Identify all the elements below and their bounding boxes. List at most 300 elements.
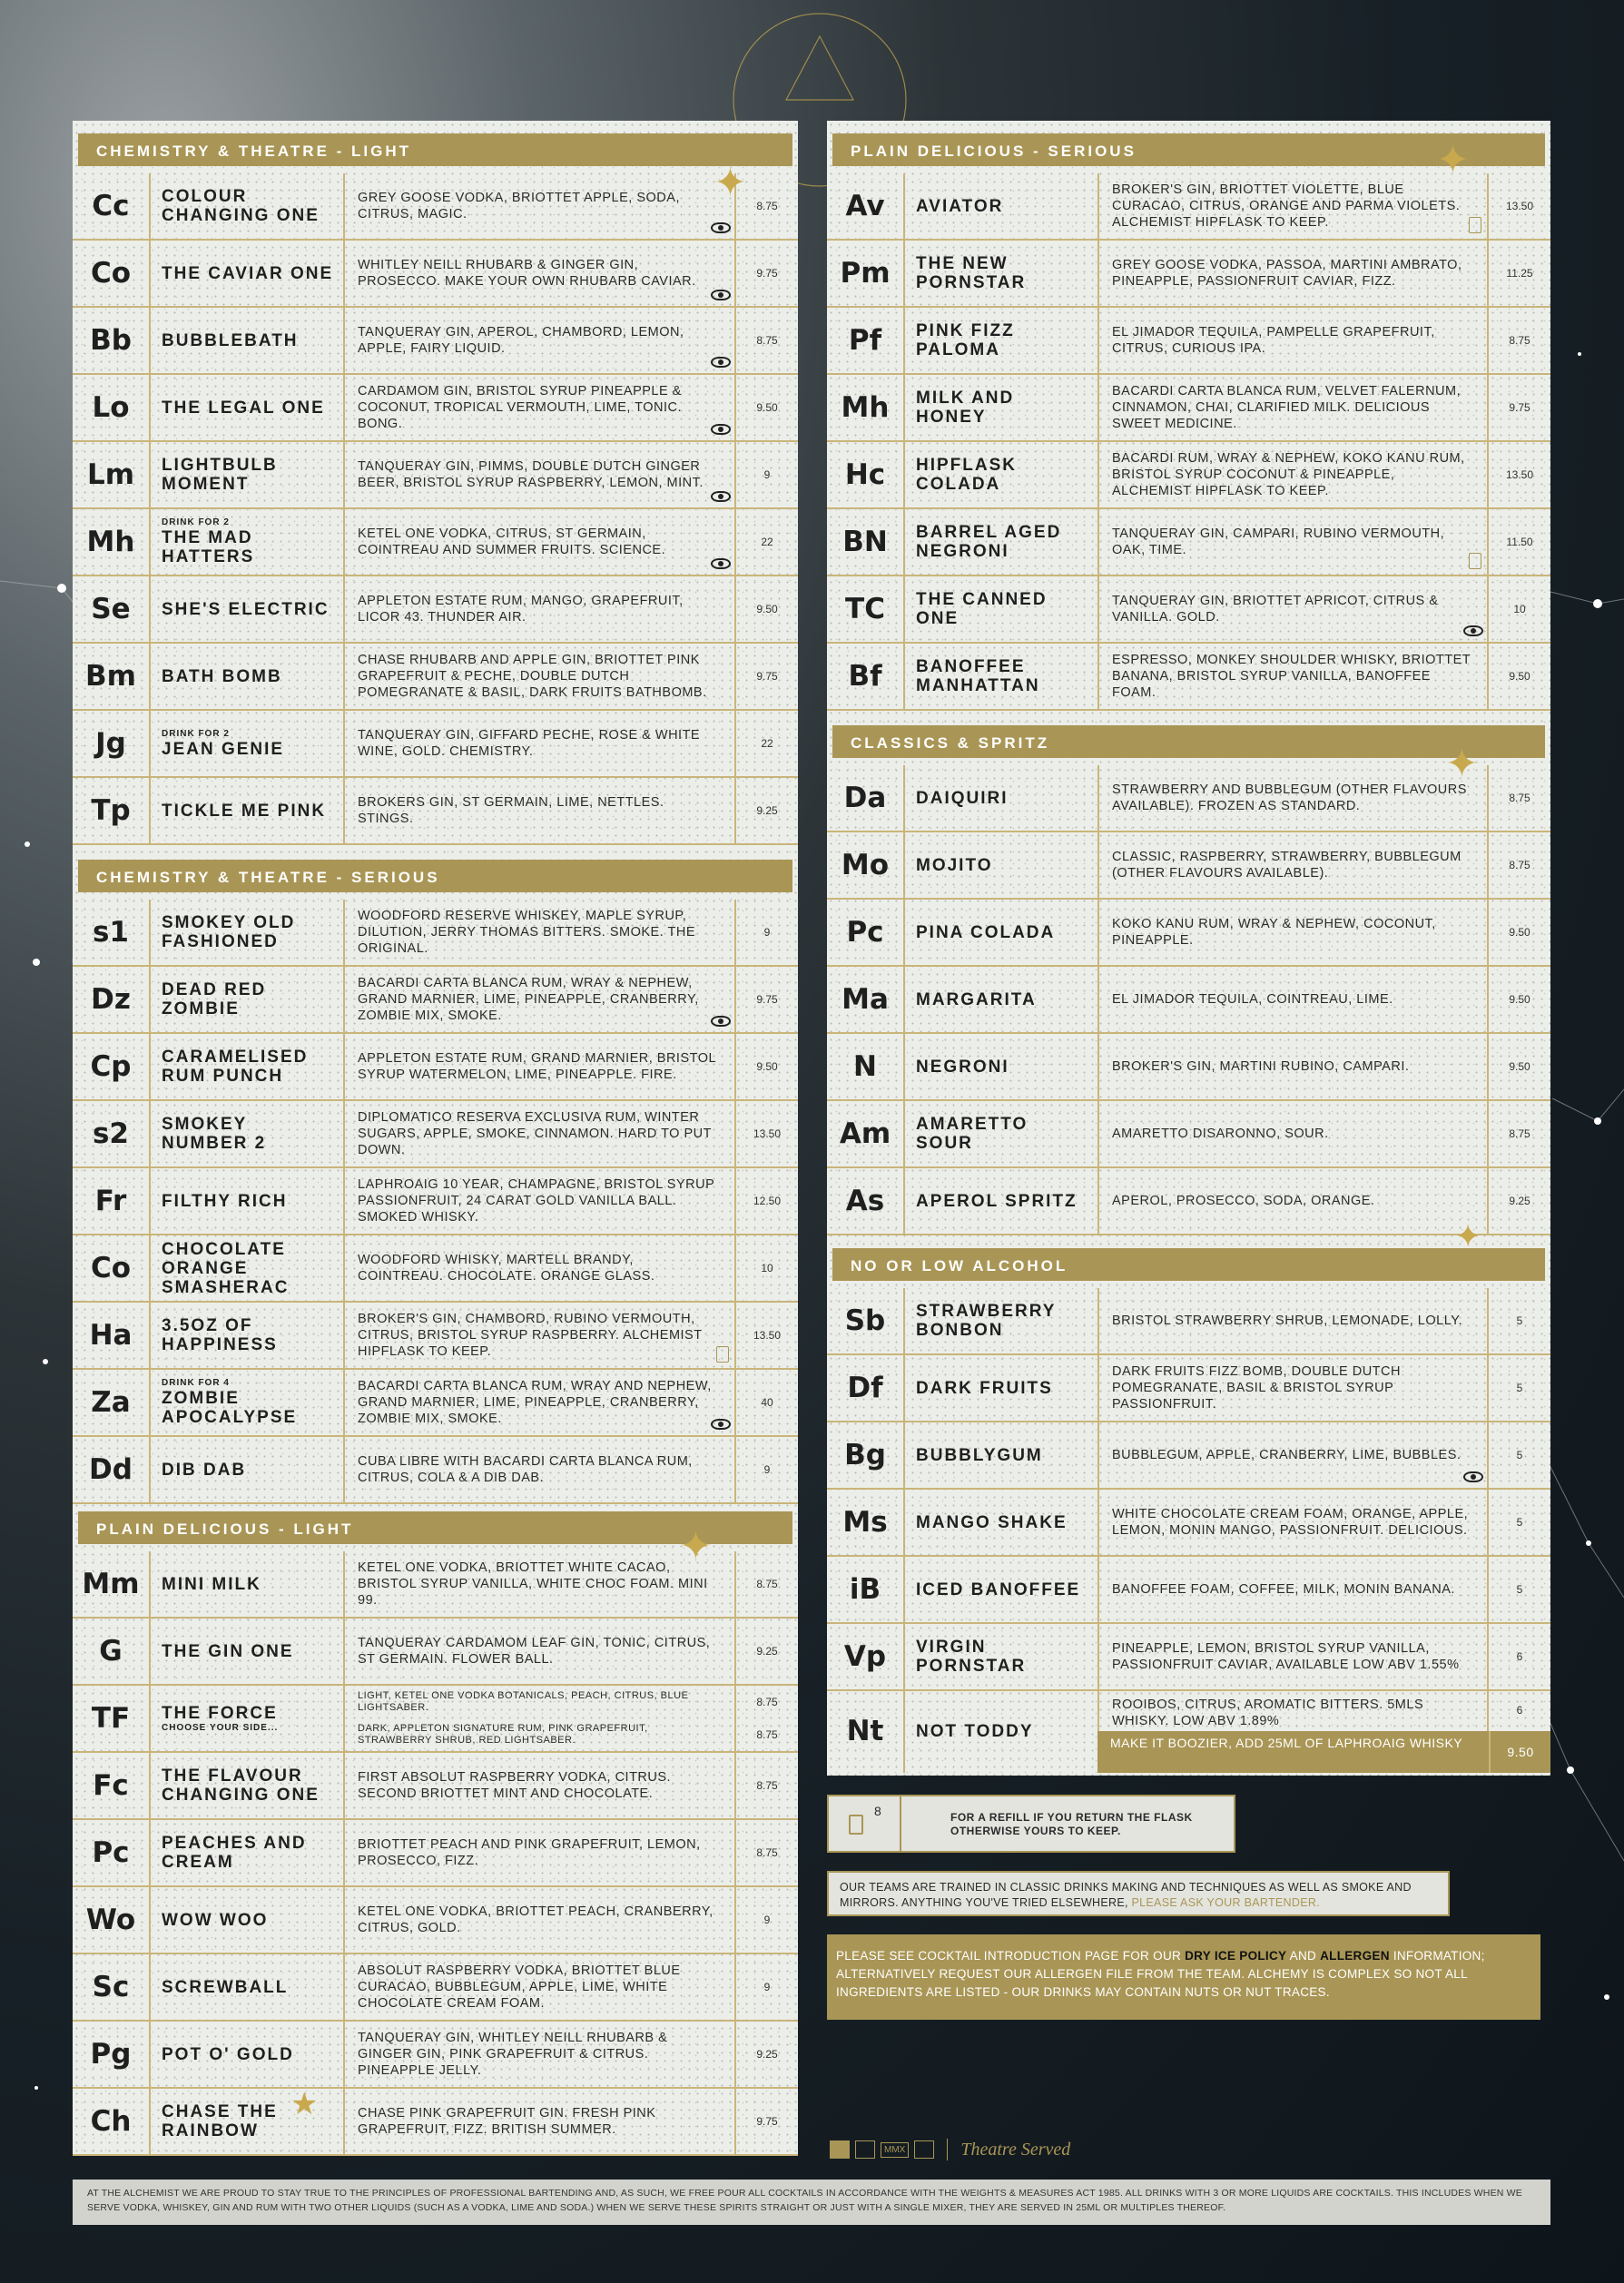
- item-symbol: Co: [73, 1235, 151, 1301]
- item-description: [343, 1753, 736, 1818]
- item-name: [162, 1370, 334, 1435]
- item-symbol: Am: [827, 1101, 905, 1166]
- item-price: 5: [1516, 1449, 1523, 1461]
- item-name: [162, 1303, 334, 1368]
- item-name-text: AMARETTO SOUR: [916, 1115, 1029, 1153]
- item-price: 9: [763, 926, 771, 939]
- item-description: [343, 1619, 736, 1684]
- item-price: 13.50: [753, 1329, 782, 1342]
- item-name-text: ICED BANOFFEE: [916, 1579, 1081, 1599]
- item-description: [343, 711, 736, 776]
- item-name: [162, 1887, 334, 1953]
- item-symbol: s1: [73, 900, 151, 965]
- item-name-text: BATH BOMB: [162, 666, 282, 686]
- menu-item-lightbulb-moment: [73, 442, 798, 509]
- menu-item-3-5oz-of-happiness: [73, 1303, 798, 1370]
- item-name: [916, 509, 1088, 575]
- item-price: 5: [1516, 1516, 1523, 1529]
- theatre-served-text: Theatre Served: [960, 2139, 1071, 2160]
- flask-logo-icon: [914, 2140, 934, 2159]
- item-symbol: Lo: [73, 375, 151, 440]
- menu-item-negroni: [827, 1034, 1550, 1101]
- item-name: [916, 832, 1088, 898]
- item-description: [343, 1551, 736, 1617]
- item-symbol: Ch: [73, 2089, 151, 2154]
- item-symbol: G: [73, 1619, 151, 1684]
- item-symbol: Sc: [73, 1954, 151, 2020]
- item-symbol: Sb: [827, 1288, 905, 1353]
- item-name: [162, 173, 334, 239]
- item-description: [1097, 509, 1489, 575]
- item-name-text: COLOUR CHANGING ONE: [162, 187, 320, 225]
- item-name-text: LIGHTBULB MOMENT: [162, 456, 278, 494]
- item-name-text: THE CANNED ONE: [916, 590, 1048, 628]
- menu-item-the-legal-one: [73, 375, 798, 442]
- item-price: 9: [763, 1981, 771, 1993]
- item-name: [162, 576, 334, 642]
- item-symbol: Mh: [73, 509, 151, 575]
- logo-divider: [947, 2139, 948, 2160]
- dry-ice-policy-text: DRY ICE POLICY: [1185, 1949, 1287, 1963]
- item-name: [916, 442, 1088, 507]
- item-description-text: BACARDI CARTA BLANCA RUM, WRAY AND NEPHEW, GRAND MARNIER, LIME, PINEAPPLE, CRANBERRY, ZOMBIE MIX, SMOKE.: [358, 1379, 712, 1426]
- item-description-text: WHITLEY NEILL RHUBARB & GINGER GIN, PROSECCO. MAKE YOUR OWN RHUBARB CAVIAR.: [358, 258, 696, 289]
- item-price: 5: [1516, 1314, 1523, 1327]
- item-description: [343, 2089, 736, 2154]
- item-symbol: Lm: [73, 442, 151, 507]
- item-price: 8.75: [756, 200, 778, 212]
- item-price: 11.50: [1506, 536, 1533, 548]
- policy-note: [827, 1934, 1540, 2020]
- refill-note: [827, 1795, 1235, 1853]
- item-name: [916, 241, 1088, 306]
- item-name: [162, 1168, 334, 1234]
- menu-item-colour-changing-one: [73, 173, 798, 241]
- item-price: 8.75: [1509, 1127, 1530, 1140]
- item-name: [916, 1422, 1088, 1488]
- brand-logos: [830, 2135, 1102, 2164]
- item-description: [343, 509, 736, 575]
- item-symbol: Cp: [73, 1034, 151, 1099]
- item-name-text: THE MAD HATTERS: [162, 528, 255, 566]
- allergen-text: ALLERGEN: [1320, 1949, 1390, 1963]
- item-symbol: Bf: [827, 644, 905, 709]
- menu-item-bubblebath: [73, 308, 798, 375]
- item-description-text: TANQUERAY GIN, PIMMS, DOUBLE DUTCH GINGER BEER, BRISTOL SYRUP RASPBERRY, LEMON, MINT.: [358, 459, 704, 490]
- item-name: [916, 1490, 1088, 1555]
- item-price: 9.25: [1509, 1195, 1530, 1207]
- item-name-text: SMOKEY OLD FASHIONED: [162, 913, 296, 951]
- item-price: 8.75: [1509, 792, 1530, 804]
- item-description-text: DARK FRUITS FIZZ BOMB, DOUBLE DUTCH POMEGRANATE, BASIL & BRISTOL SYRUP PASSIONFRUIT.: [1112, 1364, 1401, 1412]
- menu-item-bath-bomb: [73, 644, 798, 711]
- item-name: [162, 375, 334, 440]
- item-name-text: MINI MILK: [162, 1574, 261, 1594]
- item-description-text: CHASE PINK GRAPEFRUIT GIN. FRESH PINK GRAPEFRUIT, FIZZ. BRITISH SUMMER.: [358, 2106, 656, 2137]
- dry-ice-eye-icon: [711, 1016, 731, 1027]
- item-name-text: BANOFFEE MANHATTAN: [916, 657, 1040, 695]
- item-name-text: THE CAVIAR ONE: [162, 263, 334, 283]
- menu-item-the-flavour-changing-one: [73, 1753, 798, 1820]
- section-header-chemistry-theatre-serious: CHEMISTRY & THEATRE - SERIOUS: [78, 860, 792, 892]
- item-name-text: WOW WOO: [162, 1910, 269, 1930]
- item-price: 5: [1516, 1583, 1523, 1596]
- item-name-text: PEACHES AND CREAM: [162, 1834, 307, 1872]
- item-symbol: N: [827, 1034, 905, 1099]
- item-description: [1097, 1034, 1489, 1099]
- item-description-text: AMARETTO DISARONNO, SOUR.: [1112, 1127, 1329, 1141]
- item-description: [1097, 576, 1489, 642]
- item-description: [343, 442, 736, 507]
- item-name: [162, 241, 334, 306]
- item-description-text: DIPLOMATICO RESERVA EXCLUSIVA RUM, WINTER SUGARS, APPLE, SMOKE, CINNAMON. HARD TO PUT DOWN.: [358, 1110, 712, 1157]
- menu-item-pina-colada: [827, 900, 1550, 967]
- item-description: [343, 1820, 736, 1885]
- item-description: [1097, 765, 1489, 831]
- item-name: [162, 1437, 334, 1502]
- item-price: 9: [763, 1914, 771, 1926]
- item-description: [1097, 1557, 1489, 1622]
- dry-ice-eye-icon: [1463, 625, 1483, 636]
- item-name-text: AVIATOR: [916, 196, 1004, 216]
- gold-star-icon: ✦: [1454, 1217, 1482, 1255]
- item-name: [916, 1355, 1088, 1421]
- item-description: [343, 967, 736, 1032]
- item-description-text: CARDAMOM GIN, BRISTOL SYRUP PINEAPPLE & COCONUT, TROPICAL VERMOUTH, LIME, TONIC. BONG.: [358, 384, 683, 431]
- item-price: 9.50: [1509, 1060, 1530, 1073]
- item-price: 40: [761, 1396, 773, 1409]
- item-name-text: SHE'S ELECTRIC: [162, 599, 330, 619]
- item-price: 8.75: [756, 1578, 778, 1590]
- item-symbol: Av: [827, 173, 905, 239]
- item-description: [1097, 173, 1489, 239]
- menu-item-the-mad-hatters: [73, 509, 798, 576]
- item-symbol: Dd: [73, 1437, 151, 1502]
- item-symbol: Pf: [827, 308, 905, 373]
- item-description-text: CHASE RHUBARB AND APPLE GIN, BRIOTTET PINK GRAPEFRUIT & PECHE, DOUBLE DUTCH POMEGRANATE & BASIL, DARK FRUITS BATHBOMB.: [358, 653, 707, 700]
- item-description-text: BACARDI CARTA BLANCA RUM, VELVET FALERNUM, CINNAMON, CHAI, CLARIFIED MILK. DELICIOUS SWEET MEDICINE.: [1112, 384, 1462, 431]
- item-description-text: ESPRESSO, MONKEY SHOULDER WHISKY, BRIOTTET BANANA, BRISTOL SYRUP VANILLA, BANOFFEE FOAM.: [1112, 653, 1471, 700]
- item-description-text: KOKO KANU RUM, WRAY & NEPHEW, COCONUT, PINEAPPLE.: [1112, 917, 1436, 948]
- item-description-text: APPLETON ESTATE RUM, GRAND MARNIER, BRISTOL SYRUP WATERMELON, LIME, PINEAPPLE. FIRE.: [358, 1051, 716, 1082]
- item-symbol: Mo: [827, 832, 905, 898]
- item-symbol: Ms: [827, 1490, 905, 1555]
- section-header-classics-spritz: CLASSICS & SPRITZ: [832, 725, 1545, 758]
- item-symbol: Jg: [73, 711, 151, 776]
- dry-ice-eye-icon: [711, 222, 731, 233]
- refill-text: FOR A REFILL IF YOU RETURN THE FLASK OTHERWISE YOURS TO KEEP.: [950, 1811, 1193, 1837]
- item-description-text: APEROL, PROSECCO, SODA, ORANGE.: [1112, 1194, 1375, 1208]
- hipflask-icon: [1469, 553, 1481, 569]
- item-name-text: POT O' GOLD: [162, 2044, 294, 2064]
- item-description-text: EL JIMADOR TEQUILA, PAMPELLE GRAPEFRUIT, CITRUS, CURIOUS IPA.: [1112, 325, 1435, 356]
- item-price: 9.75: [756, 2115, 778, 2128]
- item-description: [343, 1370, 736, 1435]
- item-description-text: BRIOTTET PEACH AND PINK GRAPEFRUIT, LEMON, PROSECCO, FIZZ.: [358, 1837, 701, 1868]
- item-description-text: GREY GOOSE VODKA, BRIOTTET APPLE, SODA, CITRUS, MAGIC.: [358, 191, 680, 221]
- item-name-text: JEAN GENIE: [162, 739, 285, 759]
- item-name: [162, 1101, 334, 1166]
- item-name: [916, 1168, 1088, 1234]
- menu-item-amaretto-sour: [827, 1101, 1550, 1168]
- menu-item-mojito: [827, 832, 1550, 900]
- item-description-text: BROKER'S GIN, MARTINI RUBINO, CAMPARI.: [1112, 1059, 1410, 1074]
- item-name-text: CARAMELISED RUM PUNCH: [162, 1048, 309, 1086]
- item-description-text: BROKER'S GIN, CHAMBORD, RUBINO VERMOUTH, CITRUS, BRISTOL SYRUP RASPBERRY. ALCHEMIST HIPFLASK TO KEEP.: [358, 1312, 703, 1359]
- item-symbol: Se: [73, 576, 151, 642]
- item-description: [343, 1235, 736, 1301]
- dry-ice-eye-icon: [711, 558, 731, 569]
- item-symbol: s2: [73, 1101, 151, 1166]
- item-name: [162, 967, 334, 1032]
- item-price: 10: [761, 1262, 773, 1274]
- menu-item-the-new-pornstar: [827, 241, 1550, 308]
- item-name-text: VIRGIN PORNSTAR: [916, 1638, 1027, 1676]
- item-description: [343, 1303, 736, 1368]
- item-price: 13.50: [1505, 200, 1534, 212]
- menu-item-pot-o-gold: [73, 2022, 798, 2089]
- item-name-text: NEGRONI: [916, 1057, 1009, 1077]
- item-name: [162, 1034, 334, 1099]
- item-description: [343, 644, 736, 709]
- item-price: 9.50: [756, 401, 778, 414]
- footer-disclaimer: AT THE ALCHEMIST WE ARE PROUD TO STAY TRUE TO THE PRINCIPLES OF PROFESSIONAL BARTENDING AND, AS SUCH, WE FREE POUR ALL COCKTAILS IN ACCORDANCE WITH THE WEIGHTS & MEASURES ACT 1985. ALL DRINKS WITH 3 OR MORE LIQUIDS ARE COCKTAILS. THIS INCLUDES WHEN WE SERVE VODKA, WHISKEY, GIN AND RUM WITH TWO OTHER LIQUIDS (SUCH AS A VODKA, LIME AND SODA.) WHEN WE SERVE THESE SPIRITS STRAIGHT OR JUST WITH A SINGLE MIXER, THEY ARE SERVED IN 25ML OR MULTIPLES THEREOF.: [73, 2180, 1550, 2225]
- item-description-text: PINEAPPLE, LEMON, BRISTOL SYRUP VANILLA, PASSIONFRUIT CAVIAR, AVAILABLE LOW ABV 1.55%: [1112, 1641, 1460, 1672]
- item-price: 13.50: [1505, 468, 1534, 481]
- menu-item-bubblygum: [827, 1422, 1550, 1490]
- item-price: 9.75: [756, 267, 778, 280]
- item-description-text: BUBBLEGUM, APPLE, CRANBERRY, LIME, BUBBLES.: [1112, 1448, 1462, 1462]
- item-name: [162, 442, 334, 507]
- item-name: [162, 1235, 334, 1301]
- hipflask-icon: [716, 1346, 729, 1363]
- item-name: [916, 765, 1088, 831]
- menu-item-strawberry-bonbon: [827, 1288, 1550, 1355]
- item-description: [1097, 644, 1489, 709]
- menu-item-mango-shake: [827, 1490, 1550, 1557]
- force-light-price: 8.75: [756, 1696, 778, 1708]
- item-name: [916, 576, 1088, 642]
- item-symbol: Bm: [73, 644, 151, 709]
- item-symbol: Nt: [827, 1689, 905, 1773]
- menu-item-hipflask-colada: [827, 442, 1550, 509]
- item-price: 12.50: [753, 1195, 782, 1207]
- triangle-logo-icon: [855, 2140, 875, 2159]
- item-name: [162, 1619, 334, 1684]
- item-symbol: Vp: [827, 1624, 905, 1689]
- item-symbol: Dz: [73, 967, 151, 1032]
- left-menu-column: [73, 121, 798, 2154]
- item-price: 9.50: [756, 1060, 778, 1073]
- menu-item-milk-and-honey: [827, 375, 1550, 442]
- gold-star-icon: ✦: [1436, 138, 1470, 182]
- item-description-text: APPLETON ESTATE RUM, MANGO, GRAPEFRUIT, LICOR 43. THUNDER AIR.: [358, 594, 684, 625]
- item-description-text: KETEL ONE VODKA, CITRUS, ST GERMAIN, COINTREAU AND SUMMER FRUITS. SCIENCE.: [358, 526, 666, 557]
- item-name-text: 3.5OZ OF HAPPINESS: [162, 1316, 278, 1354]
- item-description: [343, 778, 736, 843]
- item-description: [1097, 1168, 1489, 1234]
- item-price: 9.75: [1509, 401, 1530, 414]
- item-name-text: DARK FRUITS: [916, 1378, 1053, 1398]
- menu-item-the-gin-one: [73, 1619, 798, 1686]
- item-price: 10: [1513, 603, 1526, 615]
- item-price: 9.50: [1509, 670, 1530, 683]
- item-symbol: Fc: [73, 1753, 151, 1818]
- gold-star-icon: ✦: [679, 1524, 713, 1569]
- item-description: [343, 1686, 736, 1751]
- item-symbol: Bg: [827, 1422, 905, 1488]
- item-name-text: BARREL AGED NEGRONI: [916, 523, 1062, 561]
- menu-item-margarita: [827, 967, 1550, 1034]
- item-name-text: DEAD RED ZOMBIE: [162, 980, 267, 1018]
- menu-item-iced-banoffee: [827, 1557, 1550, 1624]
- item-symbol: Pm: [827, 241, 905, 306]
- item-price: 9.25: [756, 1645, 778, 1658]
- item-price: 9.50: [1509, 993, 1530, 1006]
- item-name: [162, 308, 334, 373]
- menu-item-the-caviar-one: [73, 241, 798, 308]
- item-description: [1097, 442, 1489, 507]
- menu-item-tickle-me-pink: [73, 778, 798, 845]
- menu-item-aperol-spritz: [827, 1168, 1550, 1235]
- item-symbol: iB: [827, 1557, 905, 1622]
- item-symbol: Za: [73, 1370, 151, 1435]
- item-symbol: Mh: [827, 375, 905, 440]
- item-price: 8.75: [756, 1779, 778, 1792]
- force-dark-desc: DARK, APPLETON SIGNATURE RUM, PINK GRAPEFRUIT, STRAWBERRY SHRUB, RED LIGHTSABER.: [358, 1723, 648, 1746]
- item-description-text: TANQUERAY GIN, CAMPARI, RUBINO VERMOUTH, OAK, TIME.: [1112, 526, 1445, 557]
- item-description-text: LAPHROAIG 10 YEAR, CHAMPAGNE, BRISTOL SYRUP PASSIONFRUIT, 24 CARAT GOLD VANILLA BALL. SMOKED WHISKY.: [358, 1177, 714, 1225]
- item-serves-note: DRINK FOR 2: [162, 517, 230, 527]
- item-price: 8.75: [1509, 859, 1530, 871]
- teams-text: OUR TEAMS ARE TRAINED IN CLASSIC DRINKS MAKING AND TECHNIQUES AS WELL AS SMOKE AND MIRRORS. ANYTHING YOU'VE TRIED ELSEWHERE,: [840, 1881, 1412, 1909]
- item-price: 22: [761, 737, 773, 750]
- item-description: [343, 1954, 736, 2020]
- item-description: [343, 900, 736, 965]
- item-description-text: FIRST ABSOLUT RASPBERRY VODKA, CITRUS. SECOND BRIOTTET MINT AND CHOCOLATE.: [358, 1770, 672, 1801]
- item-description: [1097, 375, 1489, 440]
- item-subtitle: CHOOSE YOUR SIDE...: [162, 1722, 279, 1733]
- item-name-text: THE GIN ONE: [162, 1641, 294, 1661]
- menu-item-filthy-rich: [73, 1168, 798, 1235]
- item-name-text: TICKLE ME PINK: [162, 801, 327, 821]
- menu-item-the-canned-one: [827, 576, 1550, 644]
- item-description: [1097, 1624, 1489, 1689]
- item-symbol: Mm: [73, 1551, 151, 1617]
- menu-item-aviator: [827, 173, 1550, 241]
- item-symbol: As: [827, 1168, 905, 1234]
- menu-item-dead-red-zombie: [73, 967, 798, 1034]
- hipflask-icon: [1469, 217, 1481, 233]
- item-description-text: TANQUERAY GIN, WHITLEY NEILL RHUBARB & GINGER GIN, PINK GRAPEFRUIT & CITRUS. PINEAPPLE JELLY.: [358, 2031, 668, 2078]
- item-name-text: THE LEGAL ONE: [162, 398, 325, 418]
- item-name: [162, 1820, 334, 1885]
- item-name-text: MILK AND HONEY: [916, 389, 1015, 427]
- item-name-text: MANGO SHAKE: [916, 1512, 1068, 1532]
- item-symbol: TF: [73, 1686, 151, 1751]
- menu-item-she-s-electric: [73, 576, 798, 644]
- menu-item-dib-dab: [73, 1437, 798, 1504]
- item-description: [1097, 241, 1489, 306]
- item-name-text: CHASE THE RAINBOW: [162, 2102, 278, 2140]
- item-symbol: Bb: [73, 308, 151, 373]
- item-price: 6: [1516, 1650, 1523, 1663]
- item-name: [162, 900, 334, 965]
- item-name: [162, 711, 334, 776]
- item-price: 8.75: [756, 334, 778, 347]
- flask-icon: [849, 1815, 863, 1835]
- item-description: [343, 241, 736, 306]
- item-name-text: FILTHY RICH: [162, 1191, 288, 1211]
- item-serves-note: DRINK FOR 2: [162, 728, 230, 739]
- item-description-text: CUBA LIBRE WITH BACARDI CARTA BLANCA RUM, CITRUS, COLA & A DIB DAB.: [358, 1454, 693, 1485]
- item-description-text: BRISTOL STRAWBERRY SHRUB, LEMONADE, LOLLY.: [1112, 1314, 1463, 1328]
- menu-item-zombie-apocalypse: [73, 1370, 798, 1437]
- item-description-text: WHITE CHOCOLATE CREAM FOAM, ORANGE, APPLE, LEMON, MONIN MANGO, PASSIONFRUIT. DELICIOUS.: [1112, 1507, 1469, 1538]
- section-header-no-low-alcohol: NO OR LOW ALCOHOL: [832, 1248, 1545, 1281]
- item-description: [1097, 1422, 1489, 1488]
- item-symbol: BN: [827, 509, 905, 575]
- item-name: [162, 2022, 334, 2087]
- item-symbol: Tp: [73, 778, 151, 843]
- item-symbol: Co: [73, 241, 151, 306]
- item-description-text: TANQUERAY GIN, GIFFARD PECHE, ROSE & WHITE WINE, GOLD. CHEMISTRY.: [358, 728, 701, 759]
- item-description-text: BROKERS GIN, ST GERMAIN, LIME, NETTLES. STINGS.: [358, 795, 664, 826]
- item-name-text: APEROL SPRITZ: [916, 1191, 1078, 1211]
- menu-item-caramelised-rum-punch: [73, 1034, 798, 1101]
- menu-item-chocolate-orange-smasherac: [73, 1235, 798, 1303]
- item-description-text: EL JIMADOR TEQUILA, COINTREAU, LIME.: [1112, 992, 1393, 1007]
- force-light-desc: LIGHT, KETEL ONE VODKA BOTANICALS, PEACH, CITRUS, BLUE LIGHTSABER.: [358, 1690, 689, 1713]
- item-name: [162, 644, 334, 709]
- item-description: [343, 375, 736, 440]
- dry-ice-eye-icon: [711, 491, 731, 502]
- item-name: [916, 644, 1088, 709]
- item-description: [343, 1437, 736, 1502]
- item-symbol: Cc: [73, 173, 151, 239]
- item-name: [162, 1753, 334, 1818]
- item-description-text: ROOIBOS, CITRUS, AROMATIC BITTERS. 5MLS WHISKY. LOW ABV 1.89%: [1112, 1697, 1424, 1728]
- policy-text-rest: INFORMATION; ALTERNATIVELY REQUEST OUR ALLERGEN FILE FROM THE TEAM. ALCHEMY IS COMPLEX SO NOT ALL INGREDIENTS ARE LISTED - OUR DRINKS MAY CONTAIN NUTS OR NUT TRACES.: [836, 1949, 1485, 1999]
- item-price: 9: [763, 1463, 771, 1476]
- dry-ice-eye-icon: [711, 290, 731, 300]
- logo-icon: [830, 2140, 850, 2159]
- item-name-text: DIB DAB: [162, 1460, 247, 1480]
- menu-item-screwball: [73, 1954, 798, 2022]
- item-price: 6: [1516, 1704, 1523, 1717]
- teams-note: [827, 1871, 1450, 1916]
- item-price: 8.75: [756, 1846, 778, 1859]
- menu-item-barrel-aged-negroni: [827, 509, 1550, 576]
- item-price: 9.50: [1509, 926, 1530, 939]
- gold-star-icon: ✦: [714, 161, 747, 205]
- item-name: [162, 1551, 334, 1617]
- item-price: 9: [763, 468, 771, 481]
- item-symbol: Pc: [73, 1820, 151, 1885]
- item-description: [1097, 832, 1489, 898]
- item-description: [343, 173, 736, 239]
- menu-item-smokey-old-fashioned: [73, 900, 798, 967]
- item-serves-note: DRINK FOR 4: [162, 1378, 230, 1388]
- item-description: [343, 308, 736, 373]
- item-description-text: TANQUERAY GIN, BRIOTTET APRICOT, CITRUS & VANILLA. GOLD.: [1112, 594, 1439, 625]
- gold-star-icon: ✦: [1445, 742, 1479, 786]
- item-description-text: BACARDI RUM, WRAY & NEPHEW, KOKO KANU RUM, BRISTOL SYRUP COCONUT & PINEAPPLE, ALCHEMIST HIPFLASK TO KEEP.: [1112, 451, 1465, 498]
- item-name: [162, 778, 334, 843]
- item-name: [916, 1689, 1088, 1773]
- item-description: [343, 1168, 736, 1234]
- item-name-text: STRAWBERRY BONBON: [916, 1302, 1057, 1340]
